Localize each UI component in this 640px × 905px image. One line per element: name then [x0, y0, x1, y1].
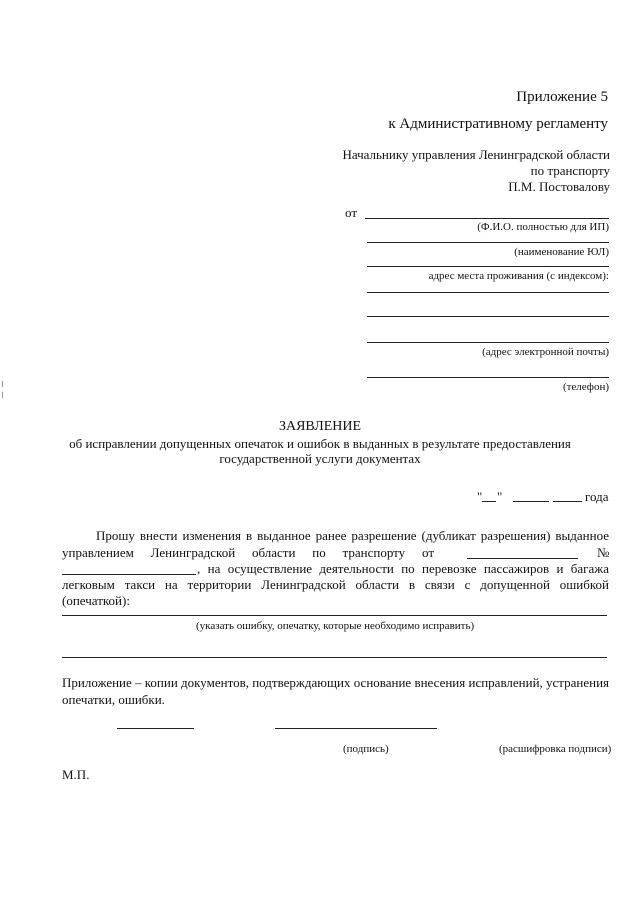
address-field-line-0[interactable] [367, 266, 609, 267]
signature-decode-field-line[interactable] [275, 728, 437, 729]
date-month-line[interactable] [513, 501, 549, 502]
regulation-reference: к Административному регламенту [388, 116, 608, 132]
org-caption: (наименование ЮЛ) [514, 246, 609, 258]
attachment-line-2: опечатки, ошибки. [62, 692, 165, 707]
fio-field-line[interactable] [365, 218, 609, 219]
from-label: от [345, 205, 358, 220]
addressee-line-2: по транспорту [530, 163, 610, 178]
phone-field-line[interactable] [367, 377, 609, 378]
email-field-line[interactable] [367, 342, 609, 343]
document-subtitle-2: государственной услуги документах [219, 451, 421, 466]
address-caption: адрес места проживания (с индексом): [428, 270, 609, 282]
addressee-line-3: П.М. Постовалову [508, 179, 610, 194]
org-field-line[interactable] [367, 242, 609, 243]
document-subtitle-1: об исправлении допущенных опечаток и ошибок в выданных в результате предоставления [69, 436, 571, 451]
attachment-line-1: Приложение – копии документов, подтверждающих основание внесения исправлений, устранения [62, 675, 610, 690]
phone-caption: (телефон) [562, 381, 609, 393]
address-field-line-1[interactable] [367, 292, 609, 293]
error-description-line-2[interactable] [62, 657, 607, 658]
signature-decode-caption: (расшифровка подписи) [499, 743, 612, 755]
number-sign: № [597, 545, 610, 560]
address-field-line-2[interactable] [367, 316, 609, 317]
scan-mark [2, 381, 3, 387]
request-line-2: управлением Ленинградской области по транспорту от [62, 545, 434, 560]
stamp-place: М.П. [62, 767, 90, 782]
request-line-5: (опечаткой): [62, 593, 130, 608]
error-description-line[interactable] [62, 615, 607, 616]
date-year-line[interactable] [553, 501, 582, 502]
date-year-suffix: года [585, 489, 609, 504]
request-line-3: , на осуществление деятельности по перевозке пассажиров и багажа [197, 561, 609, 576]
error-caption: (указать ошибку, опечатку, которые необходимо исправить) [196, 620, 475, 632]
addressee-line-1: Начальнику управления Ленинградской области [342, 147, 610, 162]
appendix-number: Приложение 5 [516, 89, 608, 105]
date-quote-close: " [497, 489, 503, 504]
document-title: ЗАЯВЛЕНИЕ [278, 419, 362, 434]
email-caption: (адрес электронной почты) [482, 346, 609, 358]
date-day-line[interactable] [482, 501, 496, 502]
request-line-4: легковым такси на территории Ленинградской области в связи с допущенной ошибкой [62, 577, 609, 592]
fio-caption: (Ф.И.О. полностью для ИП) [477, 221, 609, 233]
date-quote-open: " [477, 489, 483, 504]
permit-number-line[interactable] [62, 574, 196, 575]
signature-field-line[interactable] [117, 728, 194, 729]
request-line-1: Прошу внести изменения в выданное ранее разрешение (дубликат разрешения) выданное [96, 528, 609, 543]
scan-mark [2, 392, 3, 398]
signature-caption: (подпись) [343, 743, 389, 755]
permit-date-line[interactable] [467, 558, 578, 559]
